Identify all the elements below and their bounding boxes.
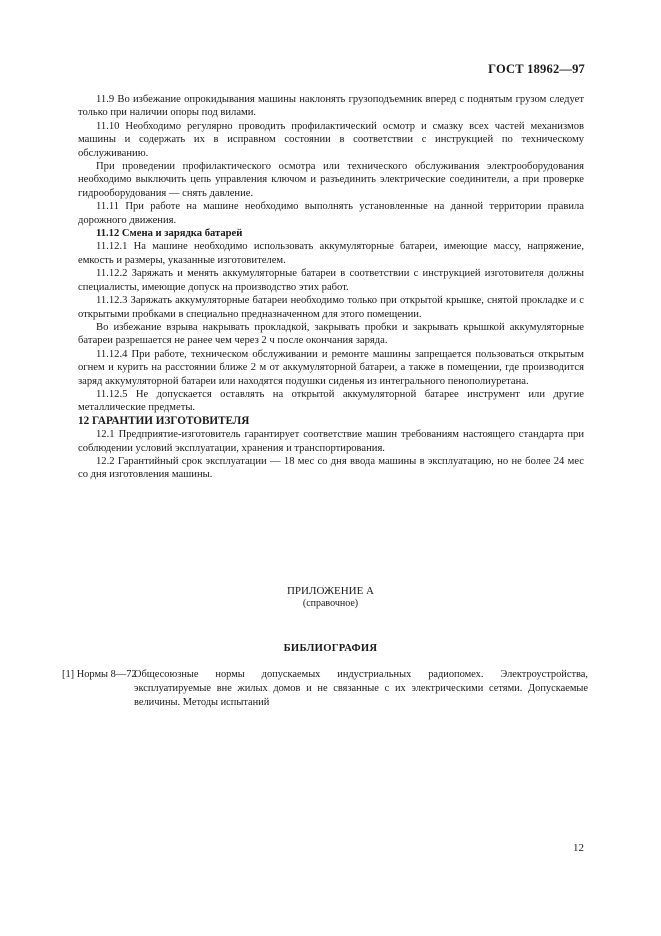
paragraph-12-1: 12.1 Предприятие-изготовитель гарантирует соответствие машин требованиям настоящего стандарта при соблюдении условий эксплуатации, хранения и транспортирования. (78, 429, 584, 454)
paragraph-11-10: 11.10 Необходимо регулярно проводить профилактический осмотр и смазку всех частей механизмов машины и содержать их в исправном состоянии в соответствии с инструкцией по техническому обслуживанию. (78, 120, 584, 159)
section-12-title: 12 ГАРАНТИИ ИЗГОТОВИТЕЛЯ (78, 414, 250, 427)
paragraph-11-11: 11.11 При работе на машине необходимо выполнять установленные на данной территории правила дорожного движения. (78, 201, 584, 226)
paragraph-explosion: Во избежание взрыва накрывать прокладкой, закрывать пробки и закрывать крышкой аккумуляторные батареи разрешается не ранее чем через 2 ч после окончания заряда. (78, 321, 584, 347)
bibliography-text: Общесоюзные нормы допускаемых индустриальных радиопомех. Электроустройства, эксплуатируемые вне жилых домов и не связанные с их электрическими сетями. Допускаемые величины. Методы испытаний (134, 669, 588, 708)
standard-header: ГОСТ 18962—97 (488, 62, 585, 76)
paragraph-11-12-1: 11.12.1 На машине необходимо использовать аккумуляторные батареи, имеющие массу, напряжение, емкость и размеры, указанные изготовителем. (78, 241, 584, 266)
paragraph-11-12-5: 11.12.5 Не допускается оставлять на открытой аккумуляторной батарее инструмент или другие металлические предметы. (78, 388, 584, 414)
page-number: 12 (573, 842, 584, 854)
main-text (78, 93, 584, 482)
paragraph-11-12-2: 11.12.2 Заряжать и менять аккумуляторные батареи в соответствии с инструкцией изготовителя должны специалисты, имеющие допуск на производство этих работ. (78, 268, 584, 293)
paragraph-11-12-4: 11.12.4 При работе, техническом обслуживании и ремонте машины запрещается пользоваться открытым огнем и курить на расстоянии ближе 2 м от аккумуляторной батареи, а также в помещении, где производится заряд аккумуляторной батареи или находятся подушки сиденья из интегрального пенополиуретана. (78, 348, 584, 387)
paragraph-maintenance: При проведении профилактического осмотра или технического обслуживания электрооборудования необходимо выключить цепь управления ключом и разъединить электрические соединители, а при проверке гидрооборудования — снять давление. (78, 161, 584, 199)
paragraph-11-12-3: 11.12.3 Заряжать аккумуляторные батареи необходимо только при открытой крышке, снятой прокладке и с открытыми пробками в специально предназначенном для этого помещении. (78, 295, 584, 320)
appendix-heading (0, 584, 661, 610)
paragraph-11-9: 11.9 Во избежание опрокидывания машины наклонять грузоподъемник вперед с поднятым грузом следует только при наличии опоры под вилами. (78, 94, 584, 119)
bibliography-title: БИБЛИОГРАФИЯ (283, 643, 378, 654)
subheading-11-12: 11.12 Смена и зарядка батарей (96, 228, 243, 240)
paragraph-12-2: 12.2 Гарантийный срок эксплуатации — 18 мес со дня ввода машины в эксплуатацию, но не более 24 мес со дня изготовления машины. (78, 455, 584, 481)
bibliography-ref: [1] Нормы 8—72 (62, 669, 137, 680)
bibliography-entry (62, 668, 588, 709)
appendix-title: ПРИЛОЖЕНИЕ А (286, 585, 374, 597)
appendix-subtitle: (справочное) (302, 598, 359, 609)
